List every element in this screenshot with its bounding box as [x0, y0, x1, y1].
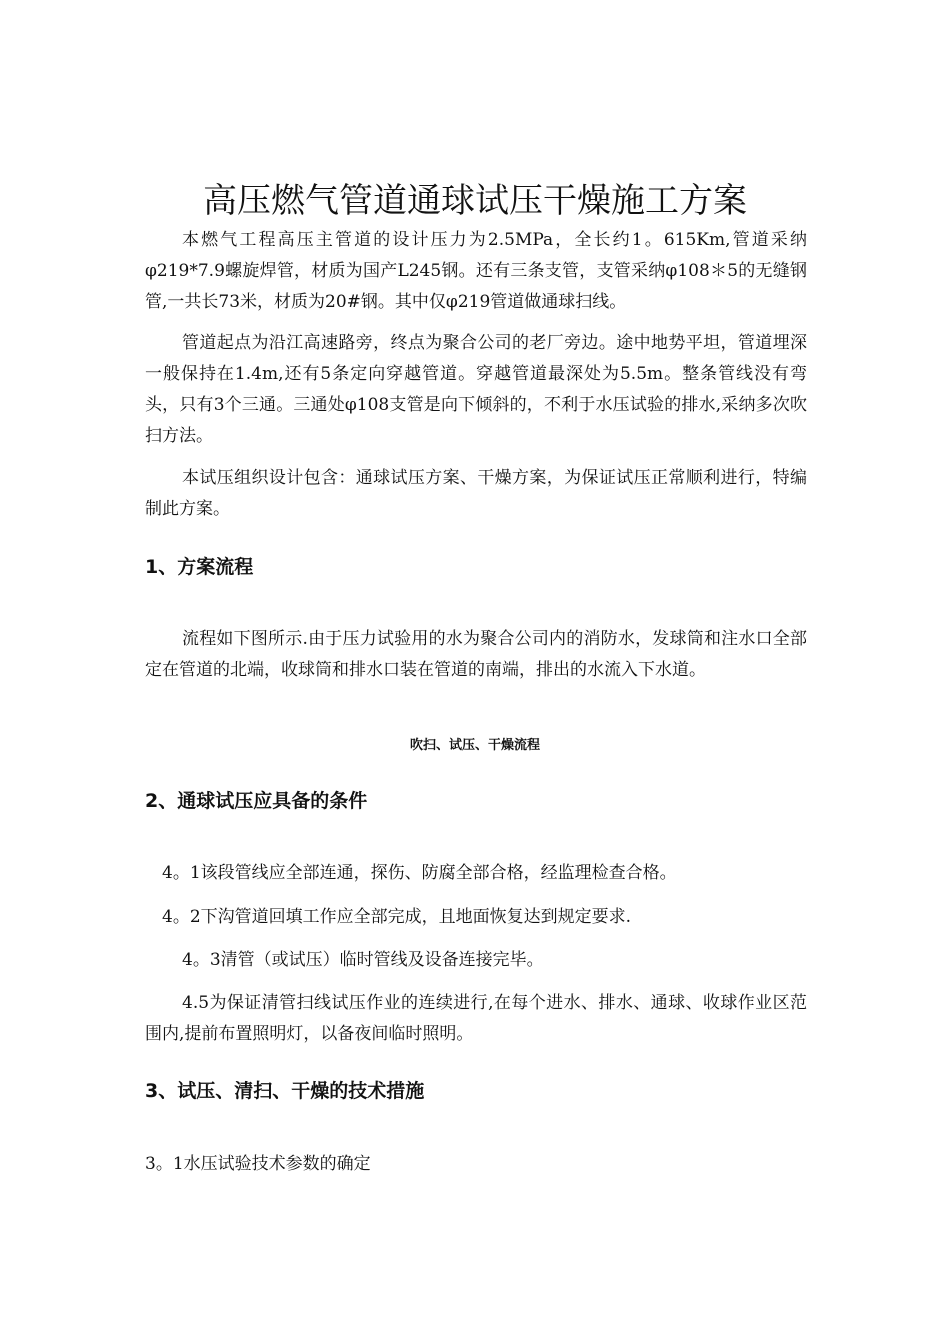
- section-2-heading: 2、通球试压应具备的条件: [145, 790, 368, 812]
- intro-paragraph-2: 管道起点为沿江高速路旁，终点为聚合公司的老厂旁边。途中地势平坦，管道埋深一般保持在1.4m,还有5条定向穿越管道。穿越管道最深处为5.5m。整条管线没有弯头，只有3个三通。三通处φ108支管是向下倾斜的，不利于水压试验的排水,采纳多次吹扫方法。: [145, 333, 807, 446]
- section-1-heading: 1、方案流程: [145, 556, 254, 578]
- condition-item-2: 4。2下沟管道回填工作应全部完成，且地面恢复达到规定要求.: [162, 907, 632, 927]
- section-3-heading: 3、试压、清扫、干燥的技术措施: [145, 1080, 425, 1102]
- intro-paragraph-3: 本试压组织设计包含：通球试压方案、干燥方案，为保证试压正常顺利进行，特编制此方案。: [145, 468, 807, 519]
- section-1-paragraph: 流程如下图所示.由于压力试验用的水为聚合公司内的消防水，发球筒和注水口全部定在管道的北端，收球筒和排水口装在管道的南端，排出的水流入下水道。: [145, 629, 807, 680]
- document-title: 高压燃气管道通球试压干燥施工方案: [203, 180, 747, 221]
- flowchart-caption: 吹扫、试压、干燥流程: [409, 738, 540, 753]
- intro-paragraph-1: 本燃气工程高压主管道的设计压力为2.5MPa，全长约1。615Km,管道采纳φ219*7.9螺旋焊管，材质为国产L245钢。还有三条支管，支管采纳φ108＊5的无缝钢管,一共长73米，材质为20#钢。其中仅φ219管道做通球扫线。: [145, 230, 807, 312]
- section-3-subheading: 3。1水压试验技术参数的确定: [145, 1154, 371, 1174]
- condition-item-1: 4。1该段管线应全部连通，探伤、防腐全部合格，经监理检查合格。: [162, 863, 677, 883]
- condition-item-3: 4。3清管（或试压）临时管线及设备连接完毕。: [182, 950, 544, 970]
- condition-item-5: 4.5为保证清管扫线试压作业的连续进行,在每个进水、排水、通球、收球作业区范围内,提前布置照明灯，以备夜间临时照明。: [145, 993, 807, 1044]
